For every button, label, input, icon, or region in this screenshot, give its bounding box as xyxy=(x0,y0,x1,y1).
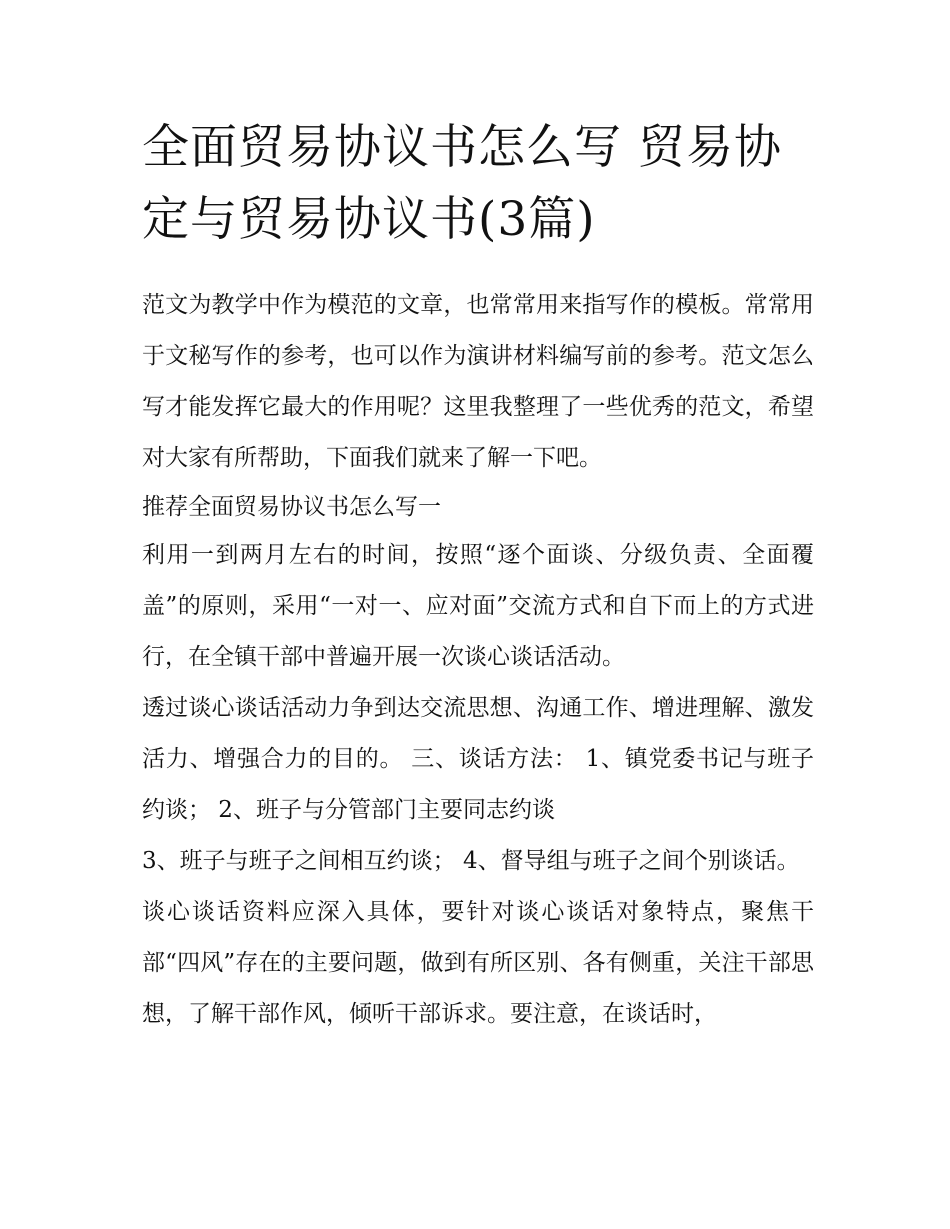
document-page xyxy=(142,112,814,1040)
paragraph-method: 利用一到两月左右的时间，按照“逐个面谈、分级负责、全面覆盖”的原则，采用“一对一、应对面”交流方式和自下而上的方式进行，在全镇干部中普遍开展一次谈心谈话活动。 xyxy=(142,542,814,670)
paragraph-talk-order: 3、班子与班子之间相互约谈； 4、督导组与班子之间个别谈话。 xyxy=(142,848,800,874)
paragraph-content: 谈心谈话资料应深入具体，要针对谈心谈话对象特点，聚焦干部“四风”存在的主要问题，做到有所区别、各有侧重，关注干部思想，了解干部作风，倾听干部诉求。要注意，在谈话时， xyxy=(142,899,814,1027)
paragraph-subheading: 推荐全面贸易协议书怎么写一 xyxy=(142,494,441,520)
document-title: 全面贸易协议书怎么写 贸易协定与贸易协议书(3篇) xyxy=(142,120,782,247)
paragraph-intro: 范文为教学中作为模范的文章，也常常用来指写作的模板。常常用于文秘写作的参考，也可以作为演讲材料编写前的参考。范文怎么写才能发挥它最大的作用呢？这里我整理了一些优秀的范文，希望对大家有所帮助，下面我们就来了解一下吧。 xyxy=(142,292,814,471)
document-body xyxy=(142,280,814,1040)
paragraph-goal: 透过谈心谈话活动力争到达交流思想、沟通工作、增进理解、激发活力、增强合力的目的。 三、谈话方法： 1、镇党委书记与班子约谈； 2、班子与分管部门主要同志约谈 xyxy=(142,695,814,823)
